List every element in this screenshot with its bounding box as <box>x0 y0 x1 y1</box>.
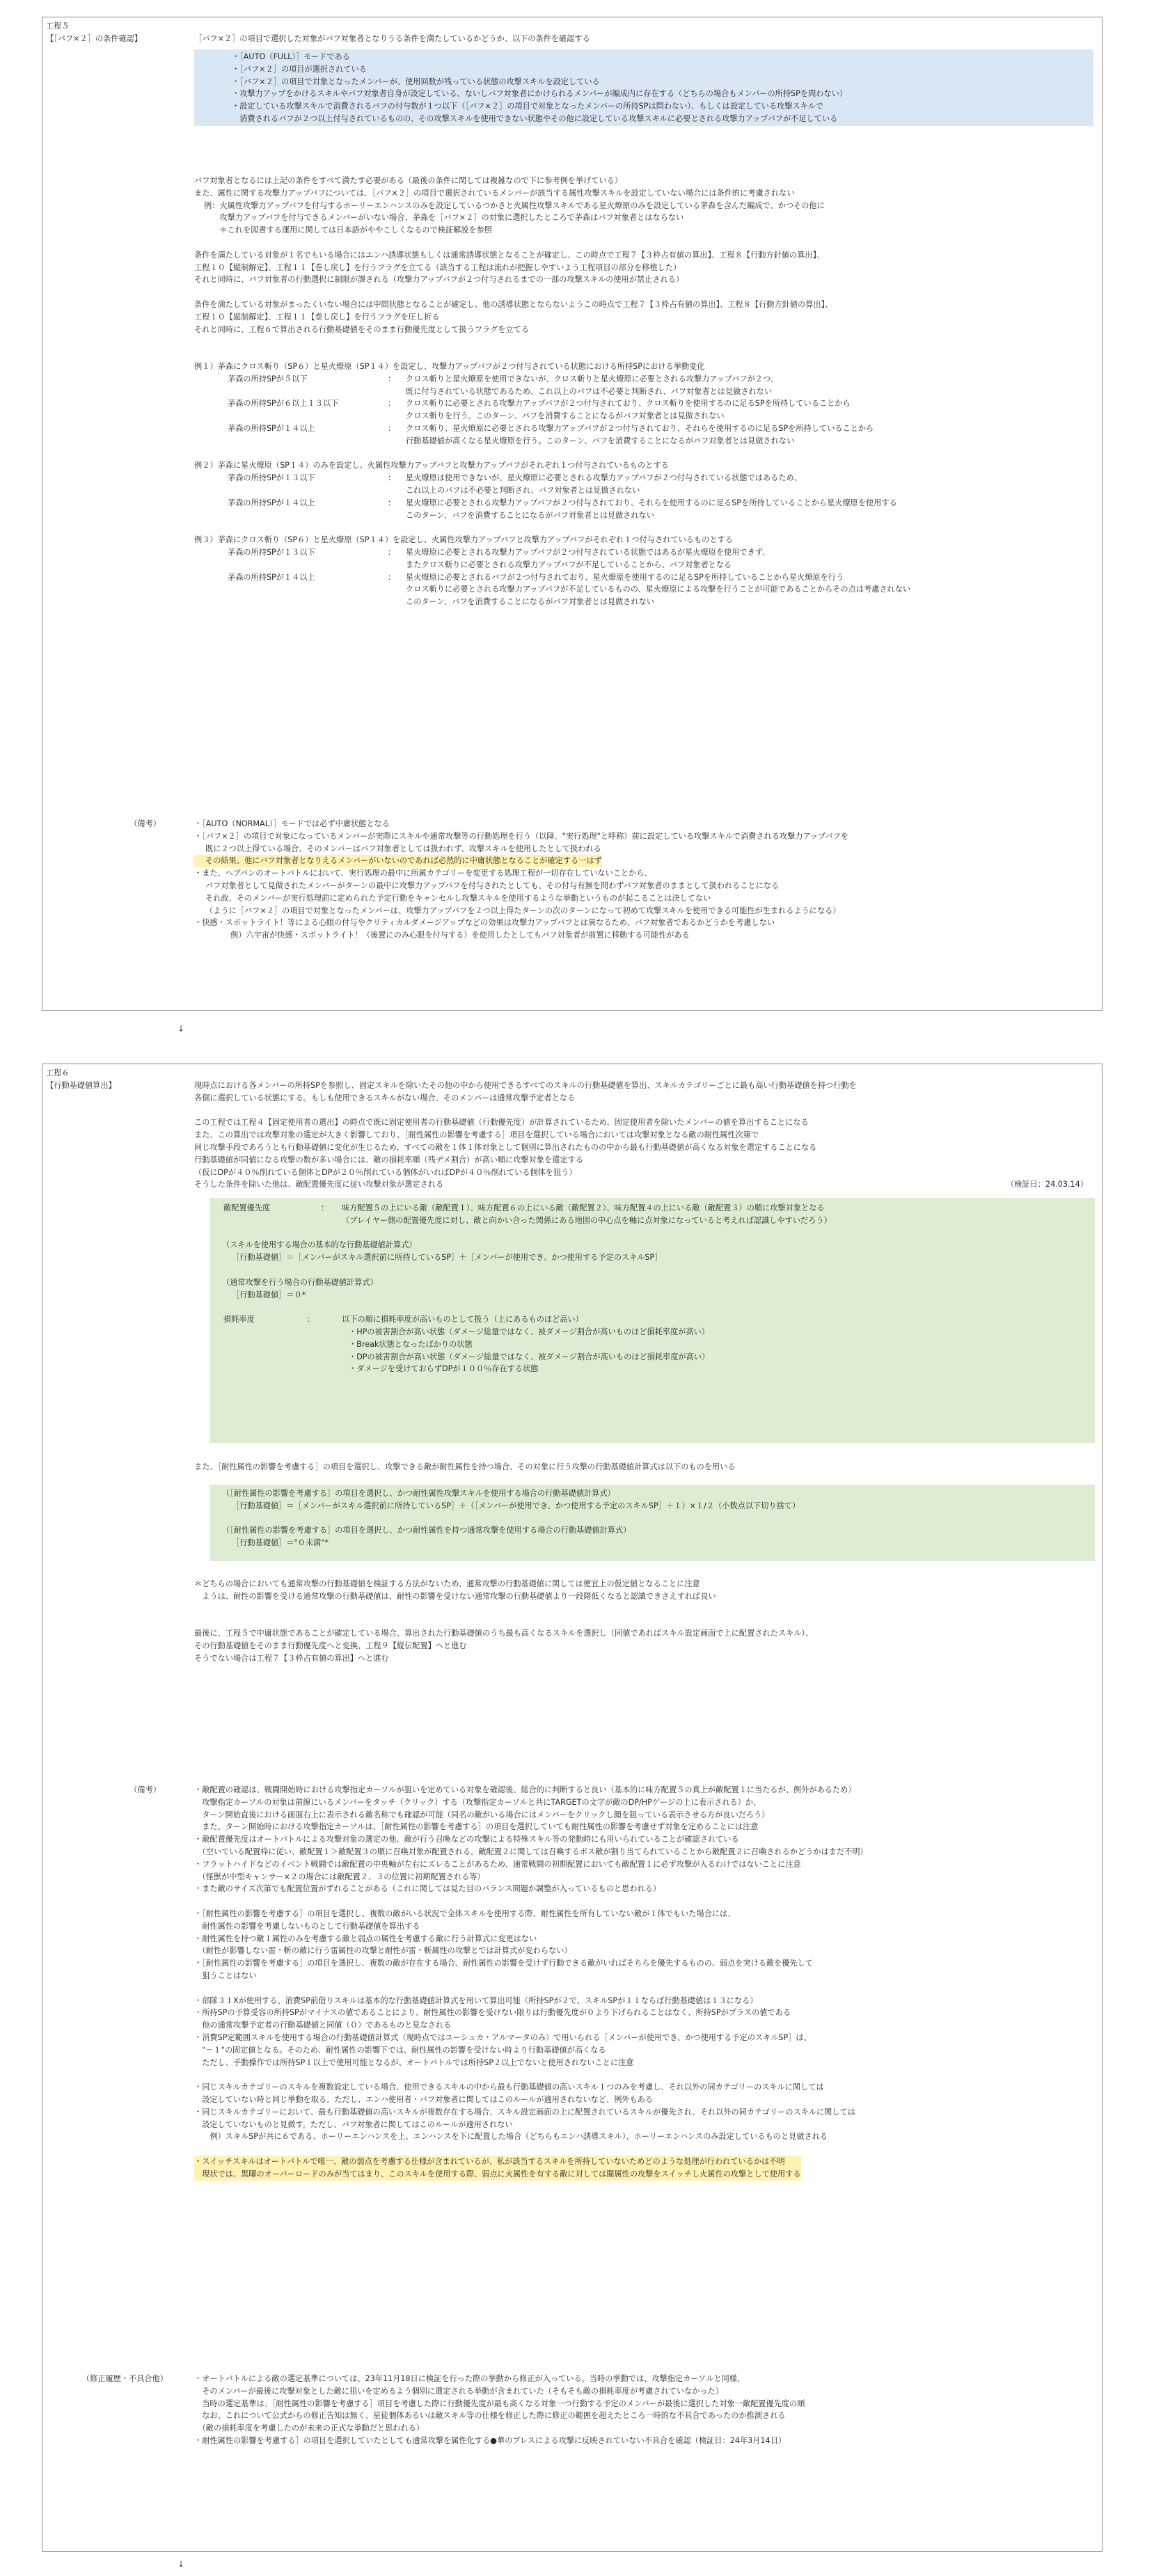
note-line: ・［バフ×２］の項目で対象になっているメンバーが実際にスキルや通常攻撃等の行動処理を行う（以降、"実行処理"と呼称）前に設定している攻撃スキルで消費される攻撃力アップバフを <box>194 831 848 841</box>
text-line: ＊どちらの場合においても通常攻撃の行動基礎値を検証する方法がないため、通常攻撃の行動基礎値に関しては便宜上の仮定値となることに注意 <box>194 1579 700 1588</box>
example-row: クロス斬りに必要とされる攻撃力アップバフが不足しているものの、星火燎原による攻撃を行うことが可能であることからその点は考慮されない <box>406 585 911 594</box>
condition-item: ・［AUTO（FULL）］モードである <box>232 52 350 61</box>
condition-item: 消費されるバフが２つ以上付与されているものの、その攻撃スキルを使用できない状態やその他に設定している攻撃スキルに必要とされる攻撃力アップバフが不足している <box>232 113 838 123</box>
example-row: 茅森の所持SPが６以上１３以下 ： クロス斬りに必要とされる攻撃力アップバフが２つ付与されており、クロス斬りを使用するのに足るSPを所持していることから <box>228 399 851 409</box>
step5-title: 工程５ <box>46 22 70 31</box>
note-line: 設定していないものと見做す。ただし、バフ対象者に関してはこのルールが適用されない <box>194 2119 513 2129</box>
example-row: 茅森の所持SPが１４以上 ： 星火燎原に必要とされるバフが２つ付与されており、星火燎原を使用するのに足るSPを所持していることから星火燎原を行う <box>228 572 844 582</box>
condition-item: ・［バフ×２］の項目が選択されている <box>232 64 367 74</box>
note-line: ・消費SP定範囲スキルを使用する場合の行動基礎値計算式（現時点ではユーシュカ・アルマータのみ）で用いられる［メンバーが使用でき、かつ使用する予定のスキルSP］は、 <box>194 2032 812 2042</box>
note-line: 狙うことはない <box>194 1970 257 1980</box>
note-line: ・［耐性属性の影響を考慮する］の項目を選択し、複数の敵が存在する場合、耐性属性の影響を受けず行動できる敵がいればそちらを優先するものの、弱点を突ける敵を優先して <box>194 1959 813 1968</box>
example-heading: 例２）茅森に星火燎原（SP１４）のみを設定し、火属性攻撃力アップバフと攻撃力アップバフがそれぞれ１つ付与されているものとする <box>194 461 669 471</box>
text-line: 行動基礎値が同値になる攻撃の数が多い場合には、敵の損耗率順（残デメ割合）が高い順に攻撃対象を選定する <box>194 1155 583 1164</box>
formula-box-basic: 敵配置優先度 ： 味方配置５の上にいる敵（敵配置１）、味方配置６の上にいる敵（敵配置２）、味方配置４の上にいる敵（敵配置３）の順に攻撃対象となる （プレイヤー側の配置優先度に対し、敵と向かい合った関係にある地図の中心点を軸に点対象になっていると考えれば認識しやすいだろう） （スキルを使用する場合の基本的な行動基礎値計算式） ［行動基礎値］＝［メンバーがスキル選択前に所持しているSP］＋［メンバーが使用でき、かつ使用する予定のスキルSP］ （通常攻撃を行う場合の行動基礎値計算式） ［行動基礎値］＝０* 損耗率度 ： 以下の順に損耗率度が高いものとして扱う（上にあるものほど高い） ・HPの被害割合が高い状態（ダメージ総量ではなく、被ダメージ割合が高いものほど損耗率度が高い） ・Break状態となったばかりの状態 ・DPの被害割合が高い状態（ダメージ総量ではなく、被ダメージ割合が高いものほど損耗率度が高い） ・ダメージを受けておらずDPが１００％存在する状態 <box>210 1198 1095 1443</box>
note-line: 耐性属性の影響を考慮しないものとして行動基礎値を算出する <box>194 1921 420 1931</box>
example-line: 例：火属性攻撃力アップバフを付与するホーリーエンハンスのみを設定しているつかさと火属性攻撃スキルである星火燎原のみを設定している茅森を含んだ編成で、かつその他に <box>204 200 825 210</box>
example-line: ＊これを図書する運用に関しては日本語がややこしくなるので検証解説を参照 <box>204 226 492 235</box>
text-line: そうした条件を除いた他は、敵配置優先度に従い攻撃対象が選定される <box>194 1180 444 1190</box>
damage-rank-line: 損耗率度 ： 以下の順に損耗率度が高いものとして扱う（上にあるものほど高い） <box>223 1315 583 1325</box>
example-row: このターン、バフを消費することになるがバフ対象者とは見做されない <box>406 597 654 607</box>
step6-star-notes <box>194 1578 1092 1665</box>
damage-rank-line: ・DPの被害割合が高い状態（ダメージ総量ではなく、被ダメージ割合が高いものほど損耗率度が高い） <box>349 1352 710 1361</box>
down-arrow-icon-2: ↓ <box>177 2559 185 2569</box>
step5-note-label: （備考） <box>129 819 161 828</box>
step5-section-label: 【［バフ×２］の条件確認】 <box>46 34 143 43</box>
text-line: ようは、耐性の影響を受ける通常攻撃の行動基礎値は、耐性の影響を受けない通常攻撃の行動基礎値より一段階低くなると認識できさえすれば良い <box>194 1591 716 1601</box>
example-row: 既に付与されている状態であるため、これ以上のバフは不必要と判断され、バフ対象者とは見做されない <box>406 386 773 396</box>
revision-line: なお、これについて公式からの修正告知は無く、星徒個体あるいは敵スキル等の仕様を修正した際に修正の範囲を超えたところ一時的な不具合であったのか推測される <box>194 2411 786 2421</box>
text-line: また、属性に関する攻撃力アップバフについては、［バフ×２］の項目で選択されているメンバーが該当する属性攻撃スキルを設定していない場合には条件的に考慮されない <box>194 188 795 198</box>
condition-item: ・設定している攻撃スキルで消費されるバフの付与数が１つ以下（［バフ×２］の項目で対象となったメンバーの所持SPは問わない）、もしくは設定している攻撃スキルで <box>232 102 824 111</box>
example-row: クロス斬りを行う。このターン、バフを消費することになるがバフ対象者とは見做されない <box>406 411 725 421</box>
text-line: そうでない場合は工程７【３枠占有値の算出】へと進む <box>194 1653 389 1663</box>
text-line: 条件を満たしている対象がまったくいない場合には中間状態となることが確定し、他の誘導状態とならないようこの時点で工程７【３枠占有値の算出】、工程８【行動方針値の算出】、 <box>194 299 833 309</box>
condition-item: ・［バフ×２］の項目で対象となったメンバーが、使用回数が残っている状態の攻撃スキルを設定している <box>232 77 600 86</box>
note-line: （ように［バフ×２］の項目で対象となったメンバーは、攻撃力アップバフを２つ以上得たターンの次のターンになって初めて攻撃スキルを使用できる可能性が生まれるようになる） <box>205 906 841 915</box>
damage-rank-line: ・Break状態となったばかりの状態 <box>349 1339 473 1349</box>
note-line: ・フラットハイドなどのイベント戦闘では敵配置の中央軸が左右にズレることがあるため、通常戦闘の初期配置においても敵配置１に必ず攻撃が入るわけではないことに注意 <box>194 1859 801 1869</box>
example-row: 茅森の所持SPが１３以下 ： 星火燎原は使用できないが、星火燎原に必要とされる攻撃力アップバフが２つ付与されている状態ではあるため、 <box>228 473 802 483</box>
text-line: 工程１０【縦制解定】、工程１１【巻し戻し】を行うフラグを圧し折る <box>194 312 440 322</box>
text-line: 工程１０【縦制解定】、工程１１【巻し戻し】を行うフラグを立てる（該当する工程は流れが把握しやすいよう工程項目の部分を移植した） <box>194 262 681 272</box>
damage-rank-line: ・ダメージを受けておらずDPが１００％存在する状態 <box>349 1364 539 1374</box>
text-line: それと同時に、工程６で算出される行動基礎値をそのまま行動優先度として扱うフラグを立てる <box>194 324 530 334</box>
note-line: （怪獣が中型キャンサー×２の場合には敵配置２、３の位置に初期配置される等） <box>194 1872 485 1881</box>
note-line: また、ターン開始時における攻撃指定カーソルは、［耐性属性の影響を考慮する］の項目を選択していても耐性属性の影響を考慮せず対象を定めることには注意 <box>194 1822 759 1832</box>
example-row: このターン、バフを消費することになるがバフ対象者とは見做されない <box>406 510 654 520</box>
note-line: ・同じスキルカテゴリーのスキルを複数設定している場合、使用できるスキルの中から最も行動基礎値の高いスキル１つのみを考慮し、それ以外の同カテゴリーのスキルに関しては <box>194 2083 824 2092</box>
note-line: 設定していない時と同じ挙動を取る。ただし、エンハ使用者・バフ対象者に関してはこのルールが適用されないなど、例外もある <box>194 2094 654 2104</box>
step6-notes <box>194 1784 1092 2181</box>
note-line: バフ対象者として見做されたメンバーがターンの最中に攻撃力アップバフを付与されたとしても、その付与有無を問わずバフ対象者のままとして扱われることになる <box>205 880 780 890</box>
step5-conditions <box>194 49 1093 126</box>
note-line: ・敵配置優先度はオートバトルによる攻撃対象の選定の他、敵が行う召喚などの攻撃による特殊スキル等の発動時にも用いられていることが確認されている <box>194 1835 739 1844</box>
note-line: その結果、他にバフ対象者となりえるメンバーがいないのであれば必然的に中庸状態となることが確定する一はず <box>194 855 602 867</box>
text-line: それと同時に、バフ対象者の行動選択に制限が課される（攻撃力アップバフが２つ付与されるまでの一部の攻撃スキルの使用が禁止される） <box>194 275 684 285</box>
step6-intro <box>194 1080 1092 1191</box>
note-line: 他の通常攻撃予定者の行動基礎値と同値（０）であるものと見なされる <box>194 2021 452 2030</box>
example-line: 攻撃力アップバフを付与できるメンバーがいない場合、茅森を［バフ×２］の対象に選択したところで茅森はバフ対象者とはならない <box>204 213 684 223</box>
revision-line: 当時の選定基準は、［耐性属性の影響を考慮する］項目を考慮した際に行動優先度が最も高くなる対象一つ行動する予定のメンバーが最後に選択した対象一敵配置優先度の順 <box>194 2399 805 2408</box>
verified-date: （検証日：24.03.14） <box>1006 1180 1088 1189</box>
note-line: 攻撃指定カーソルの対象は前線にいるメンバーをタッチ（クリック）する（攻撃指定カーソルと共にTARGETの文字が敵のDP/HPゲージの上に表示される）か、 <box>194 1797 761 1807</box>
note-line: ・部隊３１Xが使用する、消費SP前借りスキルは基本的な行動基礎値計算式を用いて算出可能（所持SPが２で、スキルSPが１１ならば行動基礎値は１３になる） <box>194 1996 758 2005</box>
example-heading: 例３）茅森にクロス斬り（SP６）と星火燎原（SP１４）を設定し、火属性攻撃力アップバフと攻撃力アップバフがそれぞれ１つ付与されているものとする <box>194 535 733 545</box>
note-line: （空いている配置枠に従い、敵配置１＞敵配置３の順に召喚対象が配置される。敵配置２に関しては召喚するボス敵が割り当てられていることから敵配置２に召喚されるかどうかはまだ不明） <box>194 1847 868 1856</box>
note-line: ・スイッチスキルはオートバトルで唯一、敵の弱点を考慮する仕様が含まれているが、私が該当するスキルを所持していないためどのような処理が行われているかは不明 <box>194 2156 785 2166</box>
down-arrow-icon: ↓ <box>177 1024 185 1034</box>
revision-line: そのメンバーが最後に攻撃対象とした敵に狙いを定めるよう個別に選定される挙動が含まれていた（そもそも敵の損耗率度が考慮されていなかった） <box>194 2386 723 2396</box>
note-line: 例）スキルSPが共に６である、ホーリーエンハンスを上、エンハンスを下に配置した場合（どちらもエンハ誘導スキル）、ホーリーエンハンスのみ設定しているものと見做される <box>194 2132 828 2142</box>
note-line: 現状では、黒曜のオーバーロードのみが当てはまり、このスキルを使用する際、弱点に火属性を有する敵に対しては闇属性の攻撃をスイッチし火属性の攻撃として使用する <box>194 2169 801 2179</box>
revision-line: （敵の損耗率度を考慮したのが未来の正式な挙動だと思われる） <box>194 2424 425 2433</box>
note-line: ・また、ヘブバンのオートバトルにおいて、実行処理の最中に所属カテゴリーを変更する処理工程が一切存在していないことから、 <box>194 869 652 878</box>
note-line: ・［AUTO（NORMAL）］モードでは必ず中庸状態となる <box>194 819 390 828</box>
note-line: "－１"の固定値となる。そのため、耐性属性の影響下では、耐性属性の影響を受けない時より行動基礎値が高くなる <box>194 2045 606 2055</box>
revision-line: ・耐性属性の影響を考慮する］の項目を選択していたとしても通常攻撃を属性化する●華のブレスによる攻撃に反映されていない不具合を確認（検証日：24年3月14日） <box>194 2435 787 2445</box>
example-row: 行動基礎値が高くなる星火燎原を行う。このターン、バフを消費することになるがバフ対象者とは見做されない <box>406 436 795 445</box>
step5-notes <box>194 818 1092 942</box>
step5-intro: ［バフ×２］の項目で選択した対象がバフ対象者となりうる条件を満たしているかどうか、以下の条件を確認する <box>194 34 590 43</box>
step6-section-label: 【行動基礎値算出】 <box>46 1081 116 1090</box>
example-heading: 例１）茅森にクロス斬り（SP６）と星火燎原（SP１４）を設定し、攻撃力アップバフが２つ付与されている状態における所持SPにおける挙動変化 <box>194 361 705 371</box>
revision-list <box>194 2373 1092 2447</box>
note-line: 例）六宇宙が快感・スポットライト！（後置にのみ心眼を付与する）を使用したとしてもバフ対象者が前置に移動する可能性がある <box>230 931 690 940</box>
text-line: 各個に選択している状態にする。もしも使用できるスキルがない場合、そのメンバーは通常攻撃予定者となる <box>194 1093 576 1103</box>
text-line: その行動基礎値をそのまま行動優先度へと変換、工程９【縦伝配置】へと進む <box>194 1641 467 1650</box>
text-line: 同じ攻撃手段であろうとも行動基礎値に変化が生じるため、すべての敵を１体１体対象として個別に算出されたものの中から最も行動基礎値が高くなる対象を選定することになる <box>194 1142 817 1152</box>
text-line: バフ対象者となるには上記の条件をすべて満たす必要がある（最後の条件に関しては複雑なので下に参考例を挙げている） <box>194 176 623 185</box>
note-line: それ故、そのメンバーが実行処理前に定められた予定行動をキャンセルし攻撃スキルを使用するような挙動というものが起こることは決してない <box>205 893 711 903</box>
example-row: 茅森の所持SPが１４以上 ： クロス斬り、星火燎原に必要とされる攻撃力アップバフが２つ付与されており、それらを使用するのに足るSPを所持していることから <box>228 423 874 433</box>
formula-box-resist: （［耐性属性の影響を考慮する］の項目を選択し、かつ耐性属性攻撃スキルを使用する場合の行動基礎値計算式） ［行動基礎値］＝［メンバーがスキル選択前に所持しているSP］＋（［メンバーが使用でき、かつ使用する予定のスキルSP］＋１）×１/２（小数点以下切り捨て） （［耐性属性の影響を考慮する］の項目を選択し、かつ耐性属性を持つ通常攻撃を使用する場合の行動基礎値計算式） ［行動基礎値］＝"０未満"* <box>210 1485 1095 1561</box>
text-line: この工程では工程４【固定使用者の選出】の時点で既に固定使用者の行動基礎値（行動優先度）が計算されているため、固定使用者を除いたメンバーの値を算出することになる <box>194 1118 809 1128</box>
step6-mid: また、［耐性属性の影響を考慮する］の項目を選択し、攻撃できる敵が耐性属性を持つ場合、その対象に行う攻撃の行動基礎値計算式は以下のものを用いる <box>194 1462 736 1471</box>
note-line: ・同じスキルカテゴリーにおいて、最も行動基礎値の高いスキルが複数存在する場合、スキル設定画面の上に配置されているスキルが優先され、それ以外の同カテゴリーのスキルに関しては <box>194 2107 855 2117</box>
revision-line: ・オートバトルによる敵の選定基準については、23年11月18日に検証を行った際の挙動から修正が入っている。当時の挙動では、攻撃指定カーソルと同様、 <box>194 2374 745 2383</box>
example-row: 茅森の所持SPが１３以下 ： 星火燎原に必要とされる攻撃力アップバフが２つ付与されている状態ではあるが星火燎原を使用できず、 <box>228 547 770 557</box>
condition-item: ・攻撃力アップをかけるスキルやバフ対象者自身が設定している、ないしバフ対象者にかけられるメンバーが編成内に存在する（どちらの場合もメンバーの所持SPを問わない） <box>232 89 848 99</box>
step5-box <box>42 17 1102 1011</box>
text-line: 現時点における各メンバーの所持SPを参照し、固定スキルを除いたその他の中から使用できるすべてのスキルの行動基礎値を算出、スキルカテゴリーごとに最も高い行動基礎値を持つ行動を <box>194 1081 857 1090</box>
revision-label: （修正履歴・不具合他） <box>81 2374 168 2383</box>
note-line: ・敵配置の確認は、戦闘開始時における攻撃指定カーソルが狙いを定めている対象を確認後、総合的に判断すると良い（基本的に味方配置５の真上が敵配置１に当たるが、例外があるため） <box>194 1785 856 1794</box>
note-line: ・［耐性属性の影響を考慮する］の項目を選択し、複数の敵がいる状況で全体スキルを使用する際、耐性属性を所有していない敵が１体でもいた場合には、 <box>194 1909 736 1918</box>
text-line: 条件を満たしている対象が１名でもいる場合にはエンハ誘導状態もしくは通常誘導状態となることが確定し、この時点で工程７【３枠占有値の算出】、工程８【行動方針値の算出】、 <box>194 250 825 260</box>
step6-note-label: （備考） <box>129 1785 161 1794</box>
text-line: 最後に、工程５で中庸状態であることが確定している場合、算出された行動基礎値のうち最も高くなるスキルを選択し（同値であればスキル設定画面で上に配置されたスキル）、 <box>194 1629 814 1638</box>
example-row: またクロス斬りに必要とされる攻撃力アップバフが不足していることから、バフ対象者となる <box>406 560 732 569</box>
example-row: 茅森の所持SPが５以下 ： クロス斬りと星火燎原を使用できないが、クロス斬りと星火燎原に必要とされる攻撃力アップバフが２つ、 <box>228 374 778 384</box>
step5-body <box>194 175 1092 608</box>
step6-box <box>42 1064 1102 2552</box>
note-line: ・快感・スポットライト！等による心眼の付与やクリティカルダメージアップなどの効果は攻撃力アップバフとは異なるため、バフ対象者であるかどうかを考慮しない <box>194 918 775 928</box>
note-line: （耐性が影響しない雷・斬の敵に行う雷属性の攻撃と耐性が雷・斬属性の攻撃とでは計算式が変わらない） <box>194 1946 572 1956</box>
step6-title: 工程６ <box>46 1068 70 1077</box>
note-line: ターン開始直後における画面右上に表示される敵名称でも確認が可能（同名の敵がいる場合にはメンバーをクリックし顔を狙っている表示させる方が良いだろう） <box>194 1810 770 1819</box>
text-line: また、この算出では攻撃対象の選定が大きく影響しており、［耐性属性の影響を考慮する］項目を選択している場合においては攻撃対象となる敵の耐性属性次第で <box>194 1130 759 1140</box>
note-line: ・また敵のサイズ次第でも配置位置がずれることがある（これに関しては見た目のバランス問題か調整が入っているものと思われる） <box>194 1884 661 1894</box>
note-line: ・耐性属性を持つ敵１属性のみを考慮する敵と弱点の属性を考慮する敵に行う計算式に変更はない <box>194 1934 537 1943</box>
note-line: ただし、手動操作では所持SP１以上で使用可能となるが、オートバトルでは所持SP２以上でないと使用されないことに注意 <box>194 2057 634 2067</box>
note-line: ・所持SPの予算受容の所持SPがマイナスの値であることにより、耐性属性の影響を受けない限りは行動優先度が０より下げられることはなく、所持SPがプラスの値である <box>194 2008 791 2018</box>
example-row: 茅森の所持SPが１４以上 ： 星火燎原に必要とされる攻撃力アップバフが２つ付与されており、それらを使用するのに足るSPを所持していることから星火燎原を使用する <box>228 498 897 507</box>
example-row: これ以上のバフは不必要と判断され、バフ対象者とは見做されない <box>406 485 640 495</box>
damage-rank-line: ・HPの被害割合が高い状態（ダメージ総量ではなく、被ダメージ割合が高いものほど損耗率度が高い） <box>349 1327 709 1336</box>
note-line: 既に２つ以上得ている場合、そのメンバーはバフ対象者としては扱われず、攻撃スキルを使用したとして扱われる <box>205 844 601 853</box>
text-line: （仮にDPが４０％削れている個体とDPが２０％削れている個体がいればDPが４０％削れている個体を狙う） <box>194 1167 577 1177</box>
